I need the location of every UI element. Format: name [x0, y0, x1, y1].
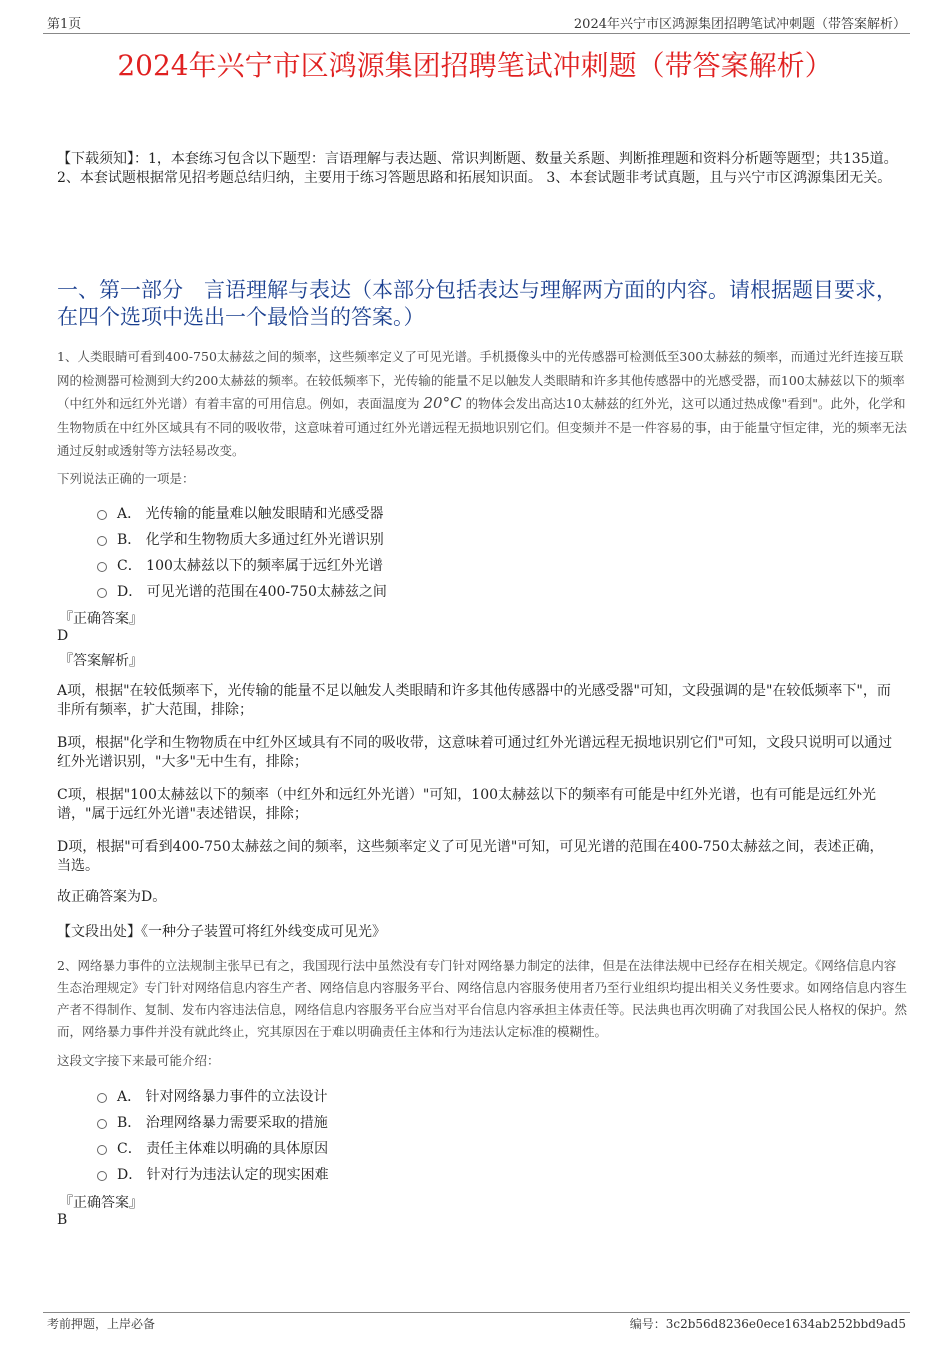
- radio-icon[interactable]: [97, 536, 107, 546]
- q1-option-a[interactable]: [97, 503, 384, 523]
- footer-doc-id: 编号：3c2b56d8236e0ece1634ab252bbd9ad5: [629, 1317, 906, 1331]
- q1-prompt: 下列说法正确的一项是：: [57, 471, 195, 486]
- q1-source: 【文段出处】《一种分子装置可将红外线变成可见光》: [57, 924, 386, 940]
- q1-analysis-c: C项，根据"100太赫兹以下的频率（中红外和远红外光谱）"可知，100太赫兹以下的频率有可能是中红外光谱，也有可能是远红外光谱，"属于远红外光谱"表述错误，排除；: [57, 787, 877, 822]
- q1-answer: D: [57, 628, 69, 644]
- q1-option-b[interactable]: [97, 529, 384, 549]
- q1-text: [57, 345, 907, 463]
- footer-rule: [43, 1312, 910, 1313]
- q1-analysis-a: A项，根据"在较低频率下，光传输的能量不足以触发人类眼睛和许多其他传感器中的光感受器"可知，文段强调的是"在较低频率下"，而非所有频率，扩大范围，排除；: [57, 683, 891, 718]
- option-label: D． 针对行为违法认定的现实困难: [117, 1167, 329, 1183]
- option-label: C． 责任主体难以明确的具体原因: [117, 1141, 329, 1157]
- radio-icon[interactable]: [97, 562, 107, 572]
- q1-answer-label: 『正确答案』: [59, 611, 143, 627]
- header-doc-title: 2024年兴宁市区鸿源集团招聘笔试冲刺题（带答案解析）: [573, 17, 906, 32]
- q1-analysis-d: D项，根据"可看到400-750太赫兹之间的频率，这些频率定义了可见光谱"可知，可见光谱的范围在400-750太赫兹之间，表述正确，当选。: [57, 839, 884, 874]
- q2-answer: B: [57, 1212, 68, 1228]
- option-label: A． 针对网络暴力事件的立法设计: [117, 1089, 328, 1105]
- radio-icon[interactable]: [97, 1119, 107, 1129]
- page-title: 2024年兴宁市区鸿源集团招聘笔试冲刺题（带答案解析）: [117, 49, 833, 82]
- q2-option-d[interactable]: [97, 1164, 329, 1184]
- header-rule: [43, 33, 910, 34]
- q1-text-b: 的物体会发出高达10太赫兹的红外光，这可以通过热成像"看到"。此外，化学和生物物质在中红外区域具有不同的吸收带，这意味着可通过红外光谱远程无损地识别它们。但变频并不是一件容易的事，由于能量守恒定律，光的频率无法通过反射或透射等方法轻易改变。: [57, 396, 908, 458]
- q1-conclusion: 故正确答案为D。: [57, 889, 167, 905]
- section-heading: 一、第一部分 言语理解与表达（本部分包括表达与理解两方面的内容。请根据题目要求，在四个选项中选出一个最恰当的答案。）: [57, 278, 897, 329]
- option-label: B． 治理网络暴力需要采取的措施: [117, 1115, 328, 1131]
- radio-icon[interactable]: [97, 588, 107, 598]
- header-page-number: 第1页: [47, 17, 82, 32]
- radio-icon[interactable]: [97, 1093, 107, 1103]
- q1-analysis-label: 『答案解析』: [59, 653, 143, 669]
- q2-prompt: 这段文字接下来最可能介绍：: [57, 1053, 220, 1068]
- q2-text: 2、网络暴力事件的立法规制主张早已有之，我国现行法中虽然没有专门针对网络暴力制定的法律，但是在法律法规中已经存在相关规定。《网络信息内容生态治理规定》专门针对网络信息内容生产者、网络信息内容服务平台、网络信息内容服务使用者乃至行业组织均提出相关义务性要求。如网络信息内容生产者不得制作、复制、发布内容违法信息，网络信息内容服务平台应当对平台信息内容承担主体责任等。民法典也再次明确了对我国公民人格权的保护。然而，网络暴力事件并没有就此终止，究其原因在于难以明确责任主体和行为违法认定标准的模糊性。: [57, 958, 908, 1039]
- q1-option-c[interactable]: [97, 555, 383, 575]
- q1-math: 20°C: [423, 394, 462, 412]
- option-label: A． 光传输的能量难以触发眼睛和光感受器: [117, 506, 384, 522]
- q2-option-b[interactable]: [97, 1112, 328, 1132]
- download-notice: 【下载须知】：1，本套练习包含以下题型：言语理解与表达题、常识判断题、数量关系题、判断推理题和资料分析题等题型；共135道。 2、本套试题根据常见招考题总结归纳，主要用于练习答题思路和拓展知识面。 3、本套试题非考试真题，且与兴宁市区鸿源集团无关。: [57, 151, 898, 186]
- radio-icon[interactable]: [97, 1145, 107, 1155]
- q2-option-c[interactable]: [97, 1138, 328, 1158]
- option-label: B． 化学和生物物质大多通过红外光谱识别: [117, 532, 384, 548]
- radio-icon[interactable]: [97, 1171, 107, 1181]
- q2-option-a[interactable]: [97, 1086, 328, 1106]
- footer-slogan: 考前押题，上岸必备: [47, 1317, 156, 1331]
- q2-answer-label: 『正确答案』: [59, 1195, 143, 1211]
- q1-option-d[interactable]: [97, 581, 387, 601]
- radio-icon[interactable]: [97, 510, 107, 520]
- option-label: D． 可见光谱的范围在400-750太赫兹之间: [117, 584, 387, 600]
- q1-analysis-b: B项，根据"化学和生物物质在中红外区域具有不同的吸收带，这意味着可通过红外光谱远程无损地识别它们"可知，文段只说明可以通过红外光谱识别，"大多"无中生有，排除；: [57, 735, 893, 770]
- option-label: C． 100太赫兹以下的频率属于远红外光谱: [117, 558, 383, 574]
- q1-text-a: 1、人类眼睛可看到400-750太赫兹之间的频率，这些频率定义了可见光谱。手机摄像头中的光传感器可检测低至300太赫兹的频率，而通过光纤连接互联网的检测器可检测到大约200太赫兹的频率。在较低频率下，光传输的能量不足以触发人类眼睛和许多其他传感器中的光感受器，而100太赫兹以下的频率（中红外和远红外光谱）有着丰富的可用信息。例如，表面温度为: [57, 349, 905, 411]
